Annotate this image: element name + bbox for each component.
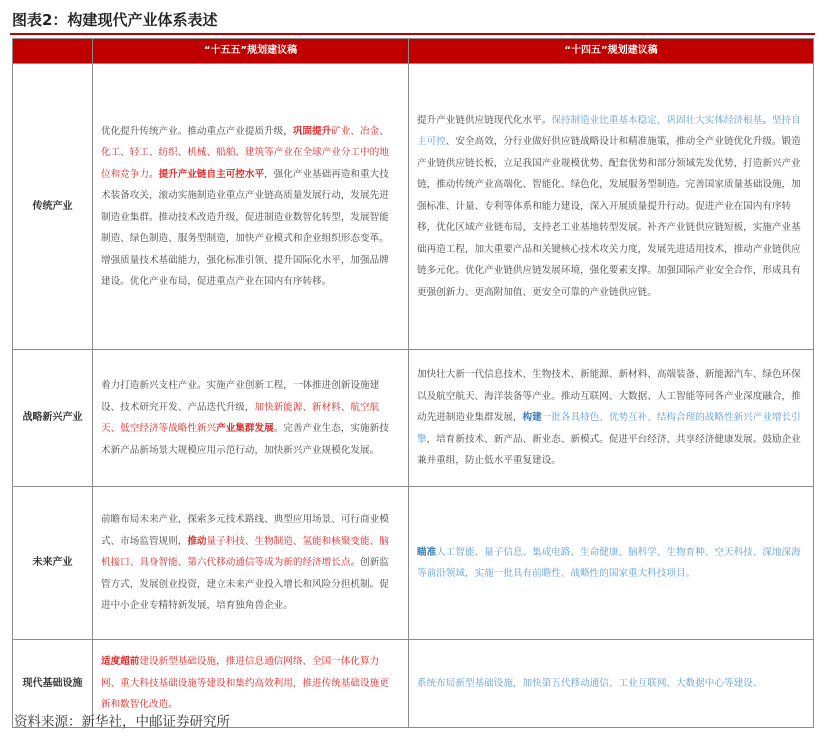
text-segment: 加快壮大新一代信息技术、生物技术、新能源、新材料、高端装备、新能源汽车、绿色环保以及航空航天、海洋装备等产业。推动互联网、大数据、人工智能等同各产业深度融合，推动先进制造业集群发展， [417, 369, 801, 424]
highlight-text: 瞄准 [417, 546, 437, 558]
highlight-text: 量子科技、生物制造、氢能和核聚变能、脑机接口、具身智能、第六代移动通信等成为新的经济增长点 [101, 535, 389, 569]
comparison-table [12, 38, 814, 728]
cell-emerging-plan15 [93, 350, 409, 487]
highlight-text: 系统布局新型基础设施，加快第五代移动通信、工业互联网、大数据中心等建设。 [417, 677, 763, 689]
text-segment: 。完善产业生态，实施新技术新产品新场景大规模应用示范行动，加快新兴产业规模化发展。 [101, 423, 389, 456]
text-segment: 、安全高效，分行业做好供应链战略设计和精准施策，推动全产业链优化升级。锻造产业链供应链长板，立足我国产业规模优势、配套优势和部分领域先发优势，打造新兴产业链，推动传统产业高端化、智能化、绿色化，发展服务型制造。完善国家质量基础设施，加强标准、计量、专利等体系和能力建设，深入开展质量提升行动。促进产业在国内有序转移，优化区域产业链布局，支持老工业基地转型发展。补齐产业链供应链短板，实施产业基础再造工程，加大重要产品和关键核心技术攻关力度，发展先进适用技术，推动产业链供应链多元化。优化产业链供应链发展环境，强化要素支撑。加强国际产业安全合作，形成具有更强创新力、更高附加值、更安全可靠的产业链供应链。 [417, 136, 801, 298]
highlight-text: 推动 [187, 535, 207, 547]
cell-traditional-plan14 [409, 64, 814, 350]
highlight-text: 产业集群发展 [216, 423, 274, 434]
text-segment: ，强化产业基础再造和重大技术装备攻关，滚动实施制造业重点产业链高质量发展行动，发展先进制造业集群。推动技术改造升级，促进制造业数智化转型，发展智能制造、绿色制造、服务型制造，加快产业模式和企业组织形态变革。增强质量技术基础能力，强化标准引领、提升国际化水平，加强品牌建设。优化产业布局，促进重点产业在国内有序转移。 [101, 168, 389, 287]
cell-future-plan14 [409, 487, 814, 640]
cell-traditional-plan15 [93, 64, 409, 350]
row-label-traditional: 传统产业 [13, 64, 93, 350]
table-row [13, 350, 814, 487]
header-plan-14: “十四五”规划建议稿 [409, 39, 814, 64]
highlight-text: 巩固提升 [292, 125, 332, 137]
table-row [13, 64, 814, 350]
table-row [13, 487, 814, 640]
highlight-text: 提升产业链自主可控水平 [158, 168, 265, 180]
highlight-text: 保持制造业比重基本稳定，巩固壮大实体经济根基 [551, 114, 763, 126]
cell-future-plan15 [93, 487, 409, 640]
title-divider [10, 33, 815, 35]
highlight-text: 建设新型基础设施，推进信息通信网络、全国一体化算力网、重大科技基础设施等建设和集约高效利用，推进传统基础设施更新和数智化改造。 [101, 656, 389, 711]
highlight-text: 坚持自主可控 [417, 114, 801, 148]
text-segment: ，培育新技术、新产品、新业态、新模式。促进平台经济、共享经济健康发展。鼓励企业兼并重组，防止低水平重复建设。 [417, 433, 801, 467]
highlight-text: 矿业、冶金、化工、轻工、纺织、机械、船舶、建筑等产业在全球产业分工中的地位和竞争力 [101, 125, 389, 180]
text-segment: 优化提升传统产业。推动重点产业提质升级， [101, 125, 293, 137]
highlight-text: 加快新能源、新材料、航空航天、低空经济等战略性新兴 [101, 401, 380, 434]
row-label-infra: 现代基础设施 [13, 640, 93, 728]
header-category [13, 39, 93, 64]
row-label-emerging: 战略新兴产业 [13, 350, 93, 487]
highlight-text: 适度超前 [101, 656, 140, 668]
row-label-future: 未来产业 [13, 487, 93, 640]
source-note: 资料来源：新华社，中邮证券研究所 [14, 714, 230, 730]
text-segment: 前瞻布局未来产业，探索多元技术路线、典型应用场景、可行商业模式、市场监管规则， [101, 514, 389, 547]
highlight-text: 构建 [522, 412, 542, 424]
header-plan-15: “十五五”规划建议稿 [93, 39, 409, 64]
text-segment: 。 [762, 114, 772, 126]
highlight-text: 一批各具特色、优势互补、结构合理的战略性新兴产业增长引擎 [417, 412, 801, 445]
text-segment: 着力打造新兴支柱产业。实施产业创新工程，一体推进创新设施建设、技术研究开发、产品迭代升级， [101, 380, 380, 413]
cell-emerging-plan14 [409, 350, 814, 487]
chart-title: 图表2：构建现代产业体系表述 [12, 11, 218, 29]
text-segment: 。创新监管方式，发展创业投资，建立未来产业投入增长和风险分担机制。促进中小企业专精特新发展，培育独角兽企业。 [101, 557, 389, 612]
highlight-text: 人工智能、量子信息、集成电路、生命健康、脑科学、生物育种、空天科技、深地深海等前沿领域，实施一批具有前瞻性、战略性的国家重大科技项目。 [417, 546, 801, 579]
table-header-row [13, 39, 814, 64]
text-segment: 提升产业链供应链现代化水平。 [417, 114, 552, 126]
text-segment: 。 [148, 168, 159, 180]
